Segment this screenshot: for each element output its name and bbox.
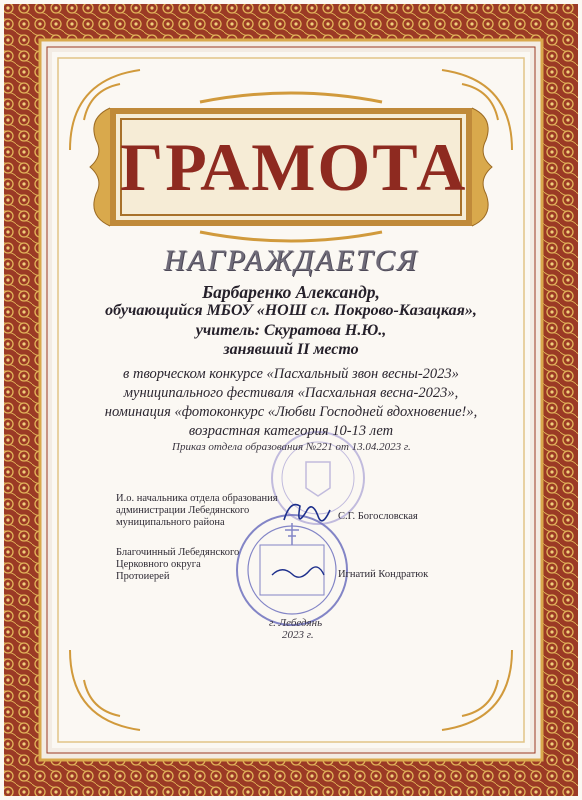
recipient-teacher: учитель: Скуратова Н.Ю., [195, 322, 387, 339]
contest-line-2: муниципального фестиваля «Пасхальная весна-2023», [123, 385, 459, 401]
signer-1-position-2: администрации Лебедянского [116, 505, 250, 516]
certificate-title: ГРАМОТА [120, 129, 468, 205]
signer-1-position-1: И.о. начальника отдела образования [116, 493, 278, 504]
signer-1-name: С.Г. Богословская [338, 511, 418, 522]
signer-2-position-3: Протоиерей [116, 571, 170, 582]
recipient-name: Барбаренко Александр, [202, 282, 380, 302]
signer-2-name: Игнатий Кондратюк [338, 569, 429, 580]
signer-2-position-1: Благочинный Лебедянского [116, 547, 240, 558]
contest-line-3: номинация «фотоконкурс «Любви Господней вдохновение!», [104, 404, 478, 420]
contest-line-4: возрастная категория 10-13 лет [188, 423, 394, 439]
order-reference: Приказ отдела образования №221 от 13.04.2023 г. [172, 441, 411, 453]
signer-1-position-3: муниципального района [116, 517, 225, 528]
recipient-place: занявший II место [223, 341, 359, 358]
awarded-heading: НАГРАЖДАЕТСЯ [163, 244, 419, 277]
contest-line-1: в творческом конкурсе «Пасхальный звон весны-2023» [123, 366, 459, 382]
place-text: г. Лебедянь [269, 617, 323, 629]
signer-2-position-2: Церковного округа [116, 559, 201, 570]
year-text: 2023 г. [282, 629, 314, 641]
recipient-school: обучающийся МБОУ «НОШ сл. Покрово-Казацкая», [105, 302, 477, 319]
